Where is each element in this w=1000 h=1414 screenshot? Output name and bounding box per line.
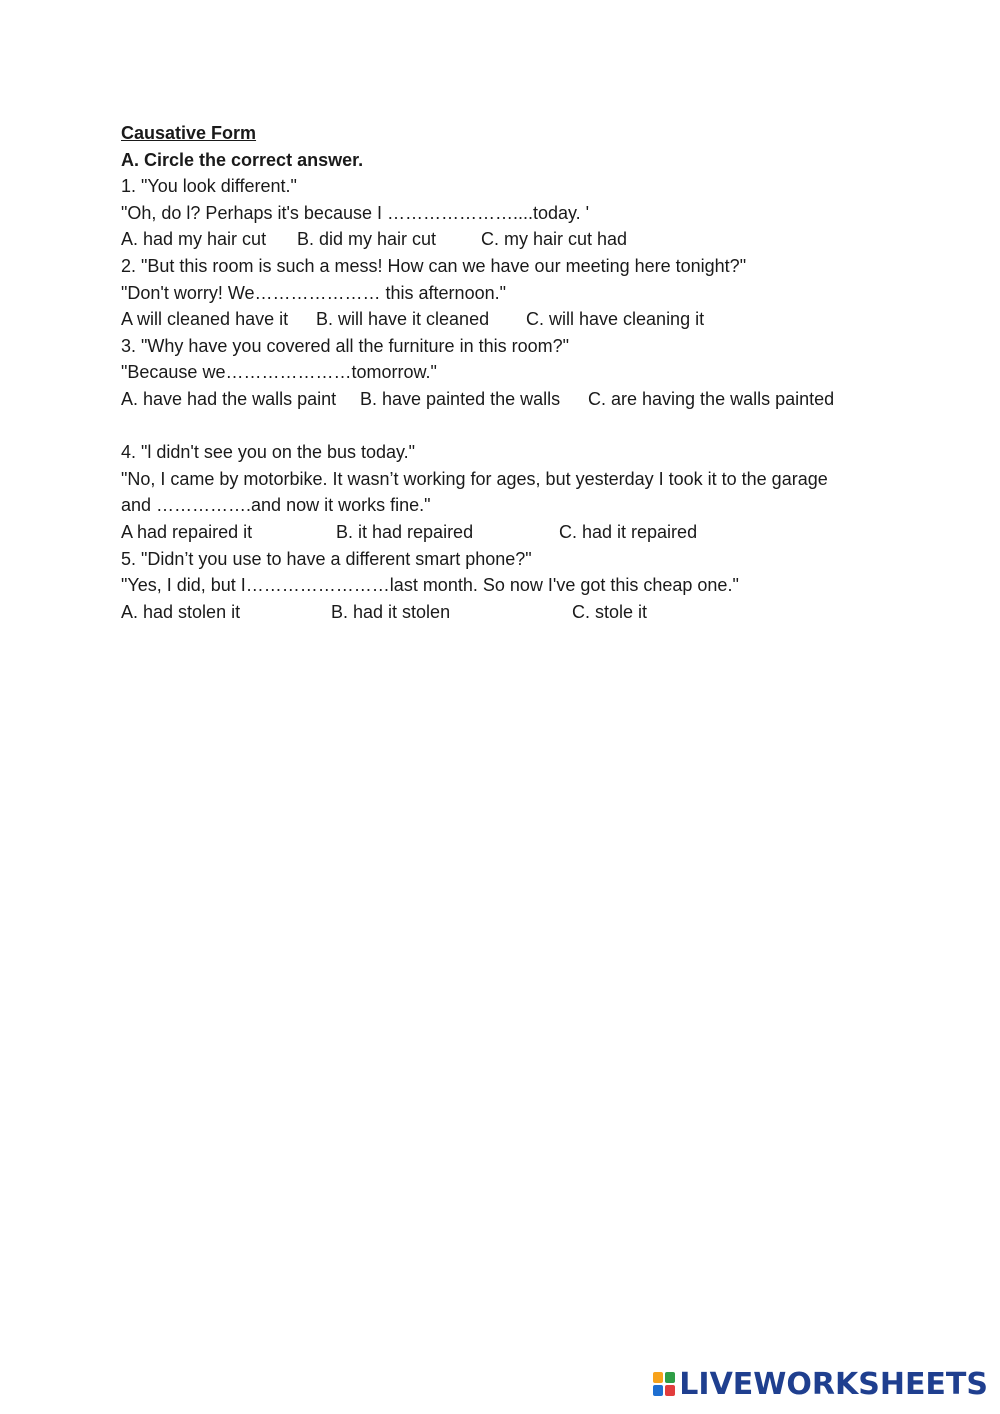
option-b[interactable]: B. have painted the walls bbox=[360, 388, 561, 409]
question-text: 2. "But this room is such a mess! How can we have our meeting here tonight?" bbox=[121, 255, 747, 276]
liveworksheets-logo bbox=[653, 1364, 988, 1404]
question-1 bbox=[121, 173, 921, 253]
question-text: "No, I came by motorbike. It wasn’t working for ages, but yesterday I took it to the garage bbox=[121, 468, 828, 489]
option-a[interactable]: A. had my hair cut bbox=[121, 229, 267, 250]
spacer bbox=[121, 413, 921, 440]
option-c[interactable]: C. my hair cut had bbox=[481, 229, 628, 250]
option-c[interactable]: C. stole it bbox=[572, 601, 648, 622]
worksheet-title: Causative Form bbox=[121, 123, 257, 143]
worksheet bbox=[121, 120, 921, 625]
option-b[interactable]: B. will have it cleaned bbox=[316, 309, 490, 330]
question-2 bbox=[121, 253, 921, 333]
answer-options bbox=[121, 226, 921, 253]
question-text: "Oh, do l? Perhaps it's because I …………………....today. ' bbox=[121, 202, 590, 223]
option-c[interactable]: C. are having the walls painted bbox=[588, 388, 835, 409]
option-b[interactable]: B. it had repaired bbox=[336, 521, 474, 542]
answer-options bbox=[121, 519, 921, 546]
question-text: 1. "You look different." bbox=[121, 176, 297, 197]
question-text: "Because we…………………tomorrow." bbox=[121, 362, 437, 383]
option-b[interactable]: B. had it stolen bbox=[331, 601, 451, 622]
answer-options bbox=[121, 599, 921, 626]
question-4 bbox=[121, 439, 921, 545]
answer-options bbox=[121, 386, 921, 413]
question-3 bbox=[121, 333, 921, 413]
question-text: 3. "Why have you covered all the furniture in this room?" bbox=[121, 335, 569, 356]
option-c[interactable]: C. had it repaired bbox=[559, 521, 698, 542]
option-b[interactable]: B. did my hair cut bbox=[297, 229, 437, 250]
question-text: "Don't worry! We………………… this afternoon." bbox=[121, 282, 506, 303]
logo-text: LIVEWORKSHEETS bbox=[679, 1366, 988, 1402]
question-5 bbox=[121, 546, 921, 626]
question-text: 5. "Didn’t you use to have a different smart phone?" bbox=[121, 548, 532, 569]
option-c[interactable]: C. will have cleaning it bbox=[526, 309, 705, 330]
option-a[interactable]: A had repaired it bbox=[121, 521, 253, 542]
instruction: A. Circle the correct answer. bbox=[121, 149, 364, 170]
liveworksheets-mark-icon bbox=[653, 1372, 675, 1396]
answer-options bbox=[121, 306, 921, 333]
option-a[interactable]: A. had stolen it bbox=[121, 601, 241, 622]
question-text: and …………….and now it works fine." bbox=[121, 495, 431, 516]
question-text: "Yes, I did, but I……………………last month. So now I've got this cheap one." bbox=[121, 575, 739, 596]
option-a[interactable]: A. have had the walls paint bbox=[121, 388, 337, 409]
question-text: 4. "l didn't see you on the bus today." bbox=[121, 442, 416, 463]
option-a[interactable]: A will cleaned have it bbox=[121, 309, 289, 330]
